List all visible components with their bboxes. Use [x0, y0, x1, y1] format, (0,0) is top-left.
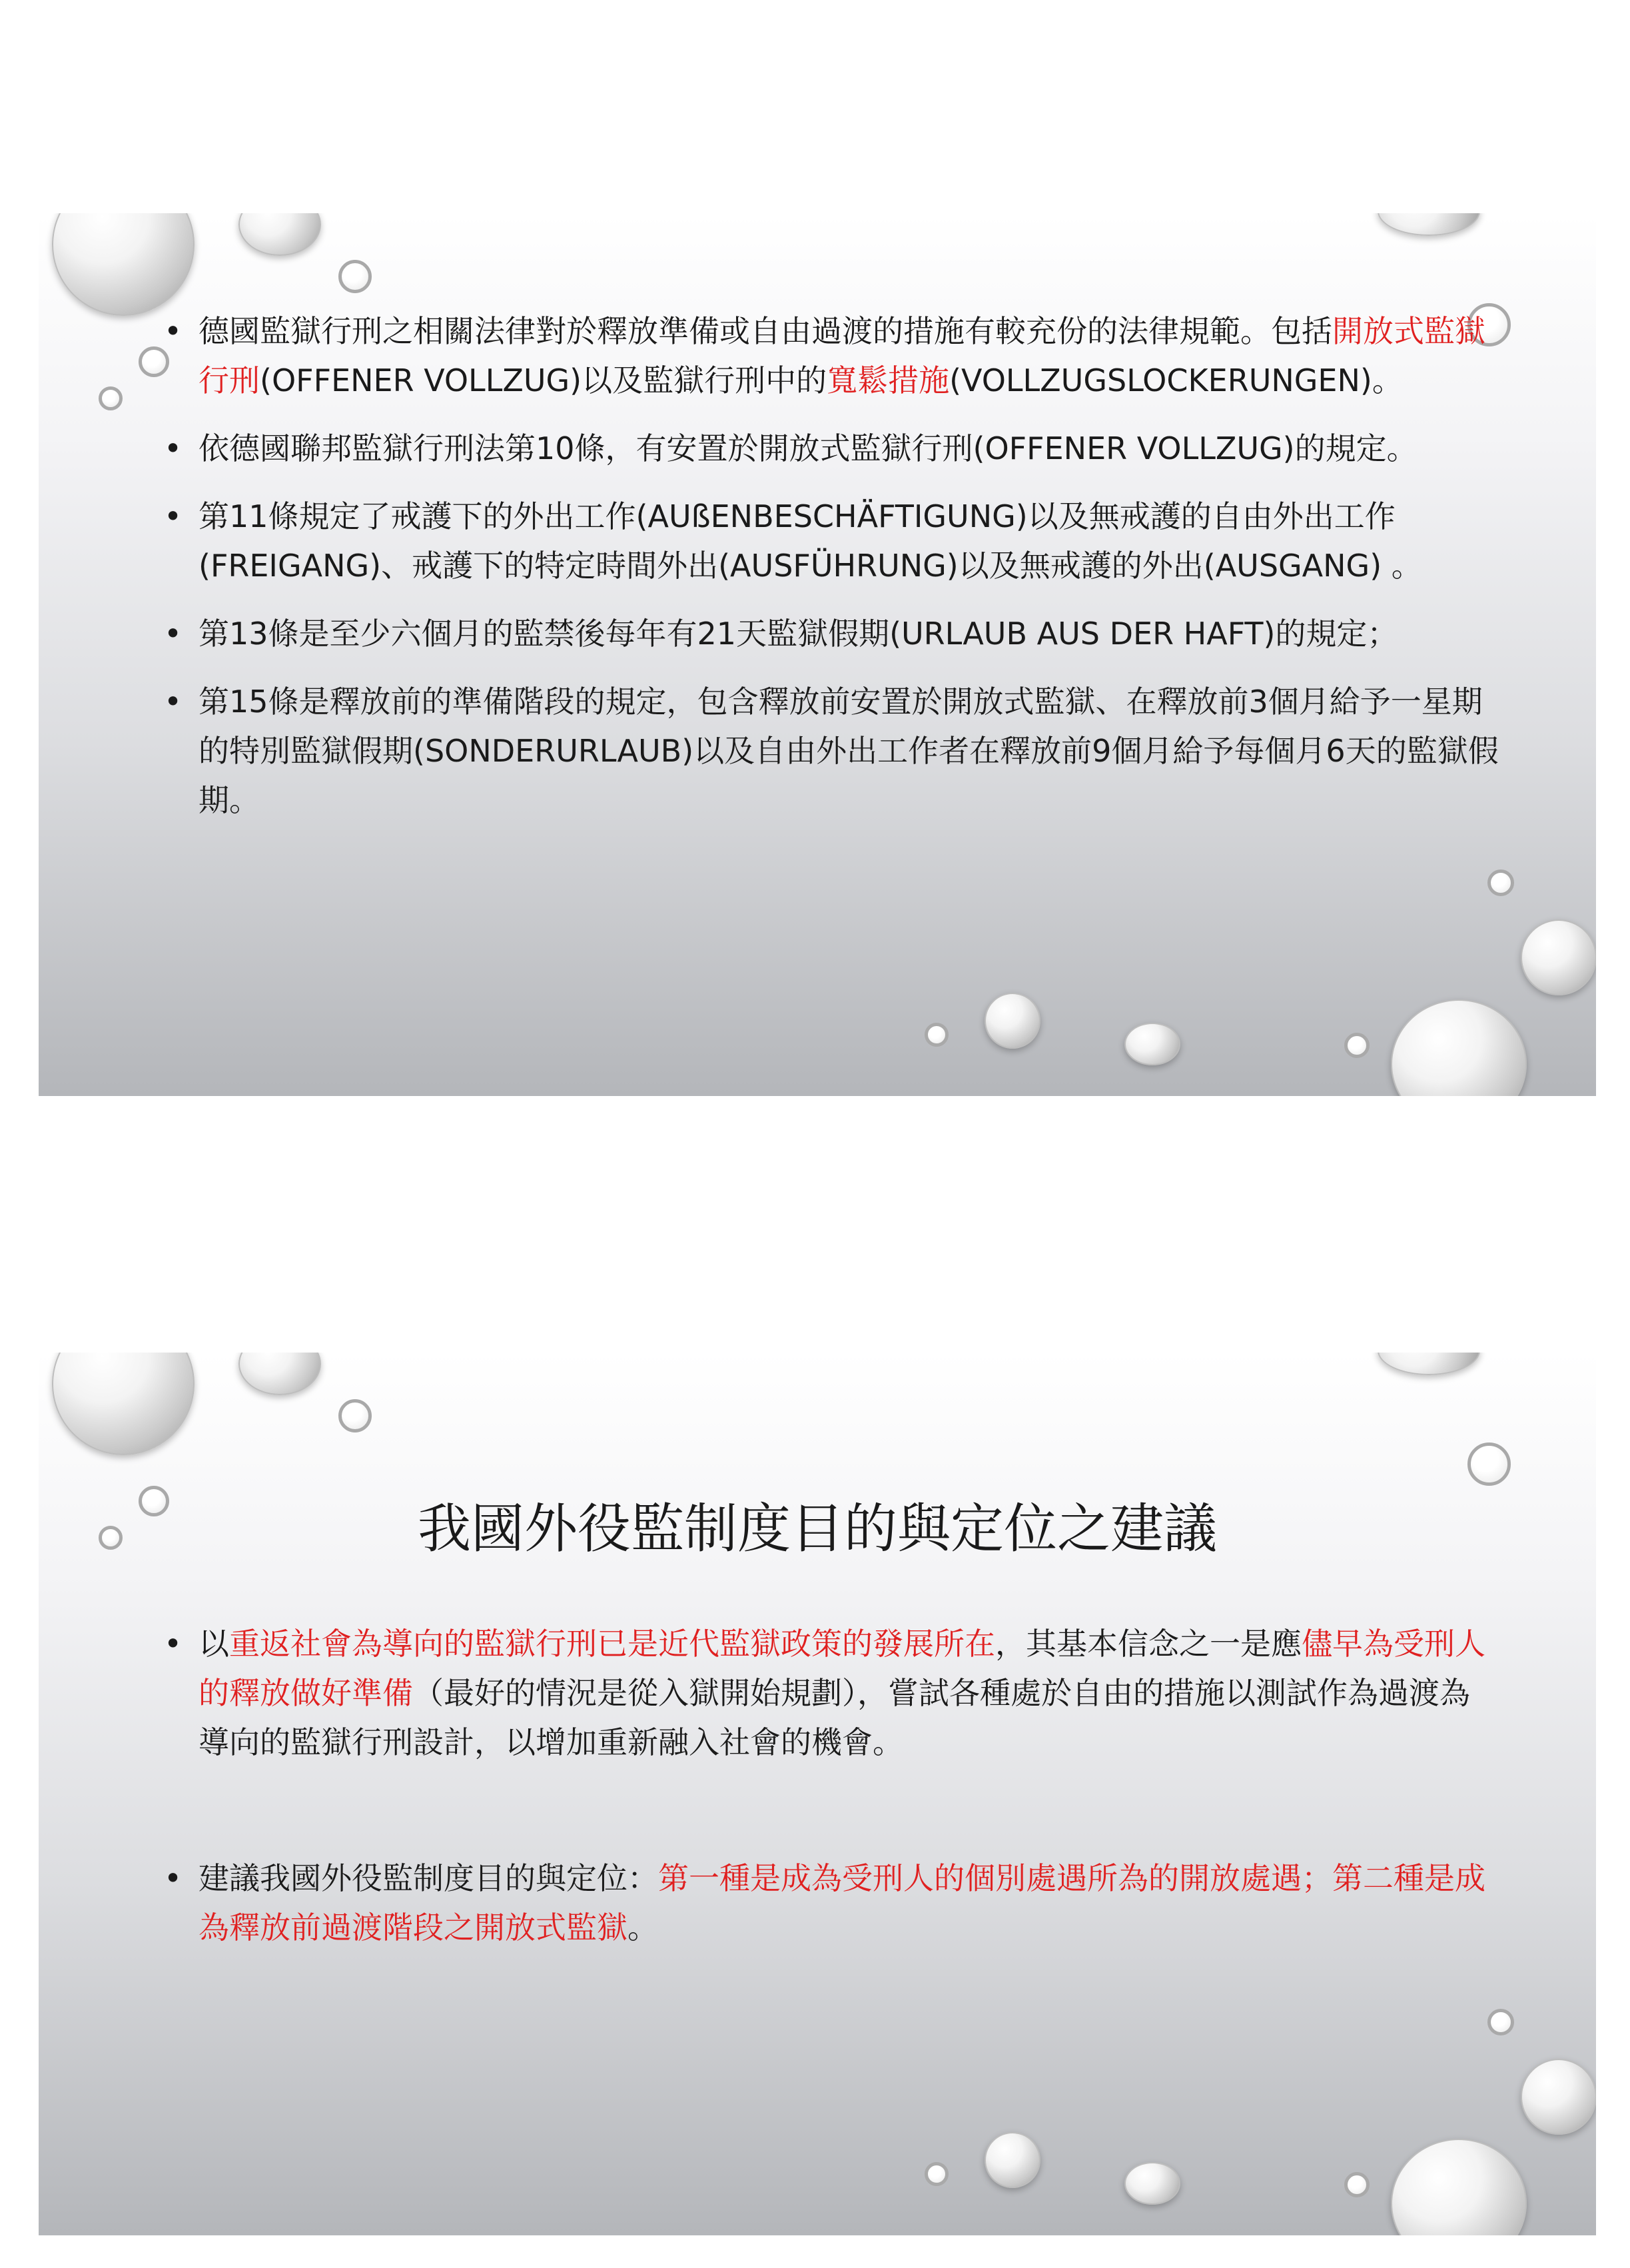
- bullet-text: 德國監獄行刑之相關法律對於釋放準備或自由過渡的措施有較充份的法律規範。包括開放式監獄行刑(OFFENER VOLLZUG)以及監獄行刑中的寬鬆措施(VOLLZUGSLOCKERUNGEN)。: [199, 313, 1485, 398]
- water-drop-icon: [238, 213, 321, 256]
- water-drop-icon: [238, 1353, 321, 1395]
- bullet-item: [164, 492, 1511, 590]
- bullet-text: 第13條是至少六個月的監禁後每年有21天監獄假期(URLAUB AUS DER HAFT)的規定；: [199, 616, 1398, 652]
- bullet-text: 依德國聯邦監獄行刑法第10條，有安置於開放式監獄行刑(OFFENER VOLLZUG)的規定。: [199, 430, 1418, 466]
- water-drop-icon: [1521, 919, 1596, 995]
- water-drop-icon: [1391, 2139, 1527, 2235]
- water-drop-icon: [925, 2162, 949, 2186]
- water-drop-icon: [1344, 1033, 1370, 1058]
- bullet-item: [164, 424, 1511, 473]
- slide-title: 我國外役監制度目的與定位之建議: [418, 1498, 1217, 1560]
- bullet-text: 第11條規定了戒護下的外出工作(AUßENBESCHÄFTIGUNG)以及無戒護的自由外出工作(FREIGANG)、戒護下的特定時間外出(AUSFÜHRUNG)以及無戒護的外出(AUSGANG) 。: [199, 498, 1422, 584]
- slide-2: [39, 1353, 1596, 2235]
- water-drop-icon: [1124, 2162, 1180, 2205]
- bullet-dot-icon: •: [164, 616, 183, 652]
- water-drop-icon: [985, 993, 1040, 1049]
- water-drop-icon: [338, 1399, 372, 1432]
- water-drop-icon: [52, 213, 195, 316]
- water-drop-icon: [1391, 999, 1527, 1096]
- bullet-text: 以重返社會為導向的監獄行刑已是近代監獄政策的發展所在，其基本信念之一是應儘早為受刑人的釋放做好準備（最好的情況是從入獄開始規劃），嘗試各種處於自由的措施以測試作為過渡為導向的監獄行刑設計，以增加重新融入社會的機會。: [199, 1626, 1485, 1760]
- water-drop-icon: [1467, 1442, 1511, 1486]
- water-drop-icon: [1124, 1023, 1180, 1065]
- bullet-item: [164, 677, 1511, 825]
- bullet-dot-icon: •: [164, 430, 183, 466]
- slide2-bullet-list: [164, 1619, 1491, 1971]
- bullet-item: [164, 609, 1511, 658]
- bullet-dot-icon: •: [164, 1626, 183, 1662]
- bullet-item: [164, 1854, 1491, 1952]
- water-drop-icon: [52, 1353, 195, 1455]
- water-drop-icon: [1521, 2059, 1596, 2135]
- slide-1: [39, 213, 1596, 1096]
- bullet-text: 第15條是釋放前的準備階段的規定，包含釋放前安置於開放式監獄、在釋放前3個月給予一星期的特別監獄假期(SONDERURLAUB)以及自由外出工作者在釋放前9個月給予每個月6天的監獄假期。: [199, 684, 1499, 818]
- bullet-dot-icon: •: [164, 498, 183, 534]
- water-drop-icon: [1487, 869, 1514, 896]
- bullet-dot-icon: •: [164, 313, 183, 349]
- water-drop-icon: [1487, 2009, 1514, 2035]
- bullet-text: 建議我國外役監制度目的與定位：第一種是成為受刑人的個別處遇所為的開放處遇；第二種是成為釋放前過渡階段之開放式監獄。: [199, 1860, 1485, 1946]
- bullet-item: [164, 1619, 1491, 1767]
- water-drop-icon: [338, 260, 372, 293]
- bullet-item: [164, 306, 1511, 405]
- water-drop-icon: [1344, 2172, 1370, 2197]
- water-drop-icon: [99, 386, 123, 410]
- water-drop-icon: [925, 1023, 949, 1047]
- water-drop-icon: [985, 2132, 1040, 2188]
- bullet-dot-icon: •: [164, 1860, 183, 1896]
- water-drop-icon: [1378, 1353, 1480, 1375]
- water-drop-icon: [1378, 213, 1480, 236]
- slide1-bullet-list: [164, 306, 1511, 844]
- bullet-dot-icon: •: [164, 684, 183, 720]
